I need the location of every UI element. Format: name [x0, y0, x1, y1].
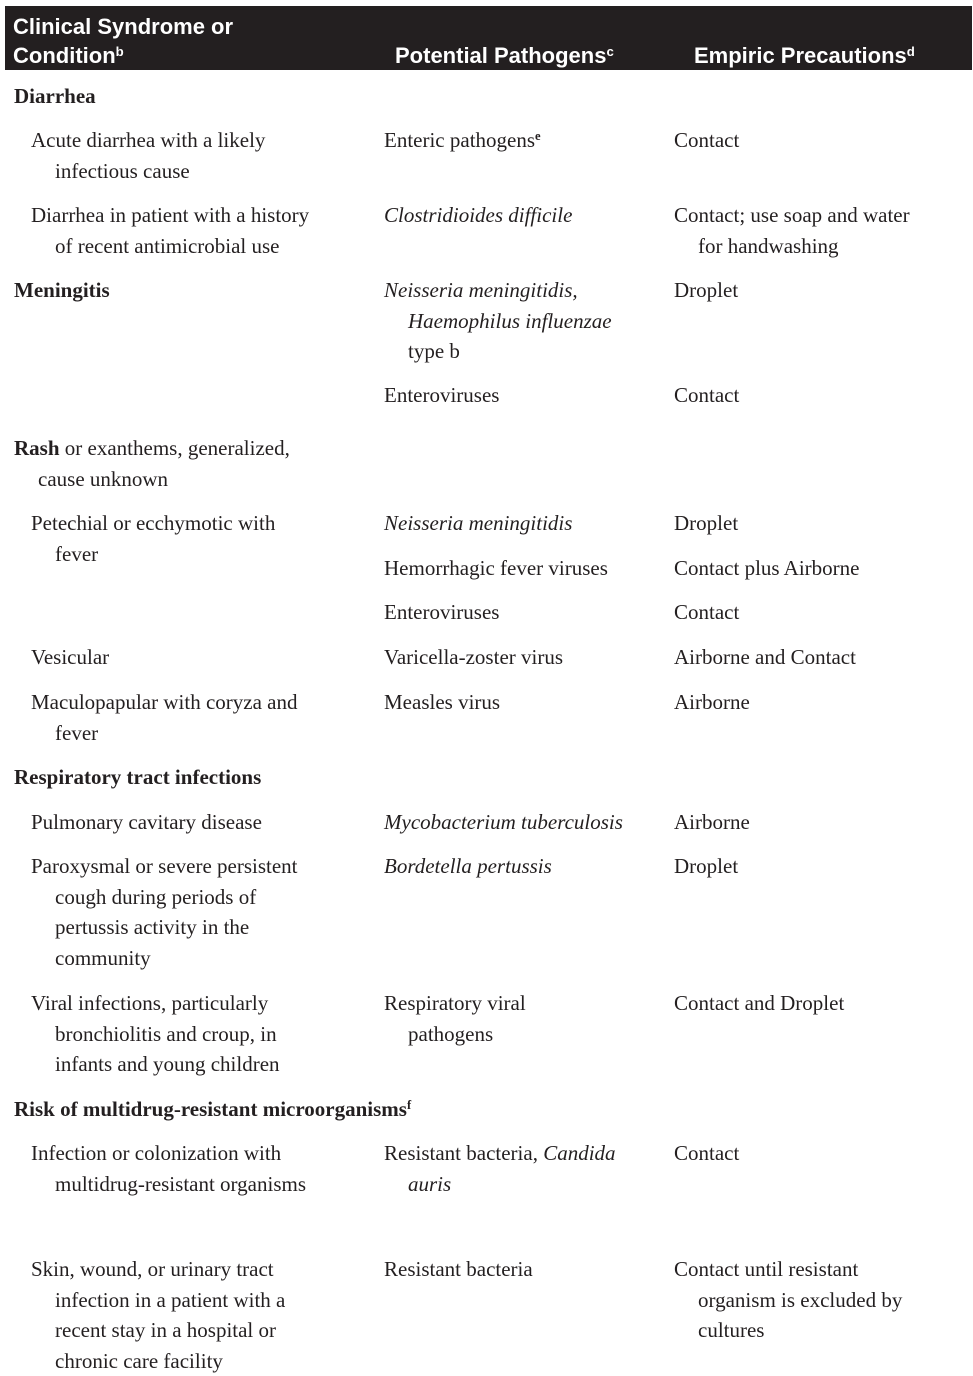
header-pathogens: Potential Pathogens$^c$: [395, 43, 614, 68]
precaution-contact: Contact: [674, 600, 740, 624]
header-precautions: Empiric Precautions$^d$: [694, 43, 915, 68]
pathogen-cdiff: Clostridioides difficile: [384, 203, 573, 227]
pathogen-neisseria-haemophilus: Neisseria meningitidis, Haemophilus influenzae type b: [384, 278, 612, 363]
condition-mdr-colonization: Infection or colonization with multidrug-resistant organisms: [31, 1141, 307, 1196]
table-header: [5, 6, 972, 70]
precaution-contact-handwashing: Contact; use soap and water for handwashing: [674, 203, 910, 258]
condition-maculopapular: Maculopapular with coryza and fever: [31, 690, 298, 745]
condition-petechial: Petechial or ecchymotic with fever: [31, 511, 276, 566]
pathogen-resistant-candida: Resistant bacteria, Candida auris: [384, 1141, 616, 1196]
section-title-meningitis: Meningitis: [14, 278, 110, 302]
precaution-droplet: Droplet: [674, 278, 739, 302]
pathogen-enteroviruses: Enteroviruses: [384, 600, 500, 624]
precaution-contact: Contact: [674, 383, 740, 407]
pathogen-measles: Measles virus: [384, 690, 501, 714]
condition-antimicrobial-diarrhea: Diarrhea in patient with a history of recent antimicrobial use: [31, 203, 310, 258]
precaution-contact-droplet: Contact and Droplet: [674, 991, 845, 1015]
precaution-airborne: Airborne: [674, 810, 750, 834]
pathogen-enteric: Enteric pathogens$^e$: [384, 128, 541, 152]
precaution-contact-airborne: Contact plus Airborne: [674, 556, 860, 580]
condition-skin-wound-urinary: Skin, wound, or urinary tract infection in a patient with a recent stay in a hospital or chronic care facility: [31, 1257, 286, 1373]
section-title-respiratory: Respiratory tract infections: [14, 765, 262, 789]
section-title-diarrhea: Diarrhea: [14, 84, 96, 108]
precaution-contact-until-excluded: Contact until resistant organism is excluded by cultures: [674, 1257, 903, 1342]
precaution-droplet: Droplet: [674, 854, 739, 878]
precaution-contact: Contact: [674, 128, 740, 152]
pathogen-varicella: Varicella-zoster virus: [384, 645, 564, 669]
condition-viral-infections: Viral infections, particularly bronchiolitis and croup, in infants and young children: [31, 991, 280, 1076]
pathogen-enteroviruses: Enteroviruses: [384, 383, 500, 407]
condition-pulmonary-cavitary: Pulmonary cavitary disease: [31, 810, 262, 834]
pathogen-tuberculosis: Mycobacterium tuberculosis: [384, 810, 623, 834]
pathogen-respiratory-viral: Respiratory viral pathogens: [384, 991, 526, 1046]
section-title-rash: Rash or exanthems, generalized, cause unknown: [14, 436, 290, 491]
pathogen-bordetella: Bordetella pertussis: [384, 854, 552, 878]
condition-pertussis-cough: Paroxysmal or severe persistent cough during periods of pertussis activity in the community: [31, 854, 298, 970]
precaution-airborne: Airborne: [674, 690, 750, 714]
condition-acute-diarrhea: Acute diarrhea with a likely infectious cause: [31, 128, 266, 183]
section-title-mdr: Risk of multidrug-resistant microorganisms$^f$: [14, 1097, 412, 1121]
pathogen-neisseria: Neisseria meningitidis: [384, 511, 573, 535]
header-condition: Clinical Syndrome or Condition$^b$: [13, 14, 234, 68]
precaution-airborne-contact: Airborne and Contact: [674, 645, 856, 669]
pathogen-hemorrhagic-fever: Hemorrhagic fever viruses: [384, 556, 608, 580]
precaution-contact: Contact: [674, 1141, 740, 1165]
pathogen-resistant-bacteria: Resistant bacteria: [384, 1257, 533, 1281]
condition-vesicular: Vesicular: [31, 645, 110, 669]
precaution-droplet: Droplet: [674, 511, 739, 535]
